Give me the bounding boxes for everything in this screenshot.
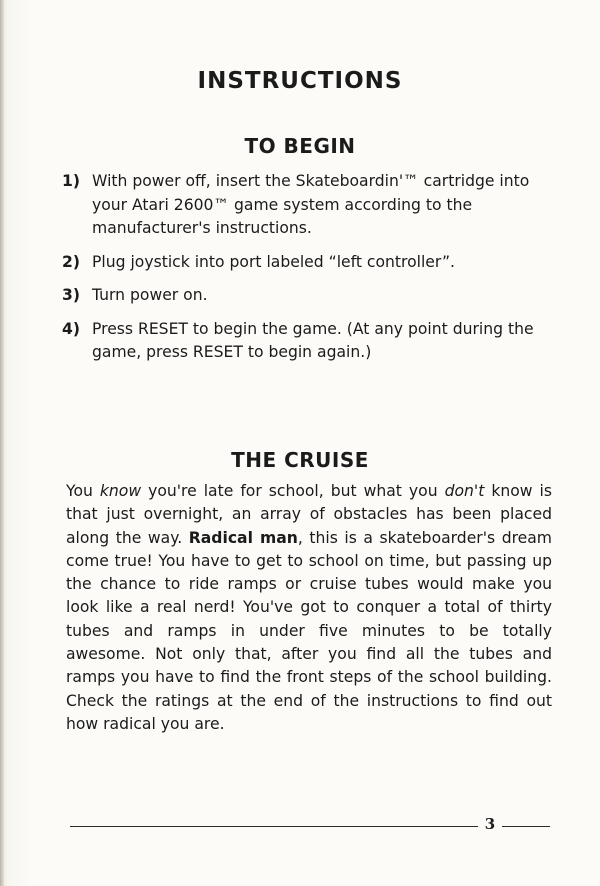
cruise-bold-radical-man: Radical man — [188, 528, 298, 547]
step-number: 4) — [62, 319, 80, 338]
section-heading-to-begin: TO BEGIN — [244, 134, 356, 158]
cruise-text-part: you're late for school, but what you — [141, 482, 445, 500]
section-heading-the-cruise: THE CRUISE — [231, 448, 369, 472]
step-text: Press RESET to begin the game. (At any point during the game, press RESET to begin again.) — [92, 319, 534, 361]
footer-rule-left — [70, 826, 478, 827]
cruise-text-part: , this is a skateboarder's dream come true! You have to get to school on time, but passing up the chance to ride ramps or cruise tubes would make you look like a real nerd! You've got to conquer a total of thirty tubes and ramps in under five minutes to be totally awesome. Not only that, after you find all the tubes and ramps you have to find the front steps of the school building. Check the ratings at the end of the instructions to find out how radical you are. — [66, 528, 552, 733]
step-text: Turn power on. — [92, 286, 208, 304]
step-text: Plug joystick into port labeled “left controller”. — [92, 252, 455, 271]
page-title: INSTRUCTIONS — [197, 68, 403, 94]
footer-rule-right — [502, 826, 550, 827]
step-number: 3) — [62, 286, 80, 304]
page-binding-edge — [0, 0, 4, 886]
step-item — [62, 318, 562, 365]
cruise-text-part: know is that just overnight, an array of obstacles has been placed along the way. — [66, 482, 552, 547]
cruise-text-part: You — [66, 482, 100, 500]
step-text: With power off, insert the Skateboardin'™ cartridge into your Atari 2600™ game system according to the manufacturer's instructions. — [92, 172, 530, 237]
page-number: 3 — [484, 815, 496, 833]
cruise-paragraph — [66, 480, 552, 736]
step-item — [62, 284, 562, 308]
step-item — [62, 251, 562, 275]
cruise-emphasis-dont: don't — [444, 482, 485, 500]
step-number: 2) — [62, 252, 80, 271]
step-item — [62, 170, 562, 241]
step-number: 1) — [62, 172, 80, 190]
begin-steps-list — [62, 170, 562, 375]
cruise-emphasis-know: know — [99, 482, 142, 500]
